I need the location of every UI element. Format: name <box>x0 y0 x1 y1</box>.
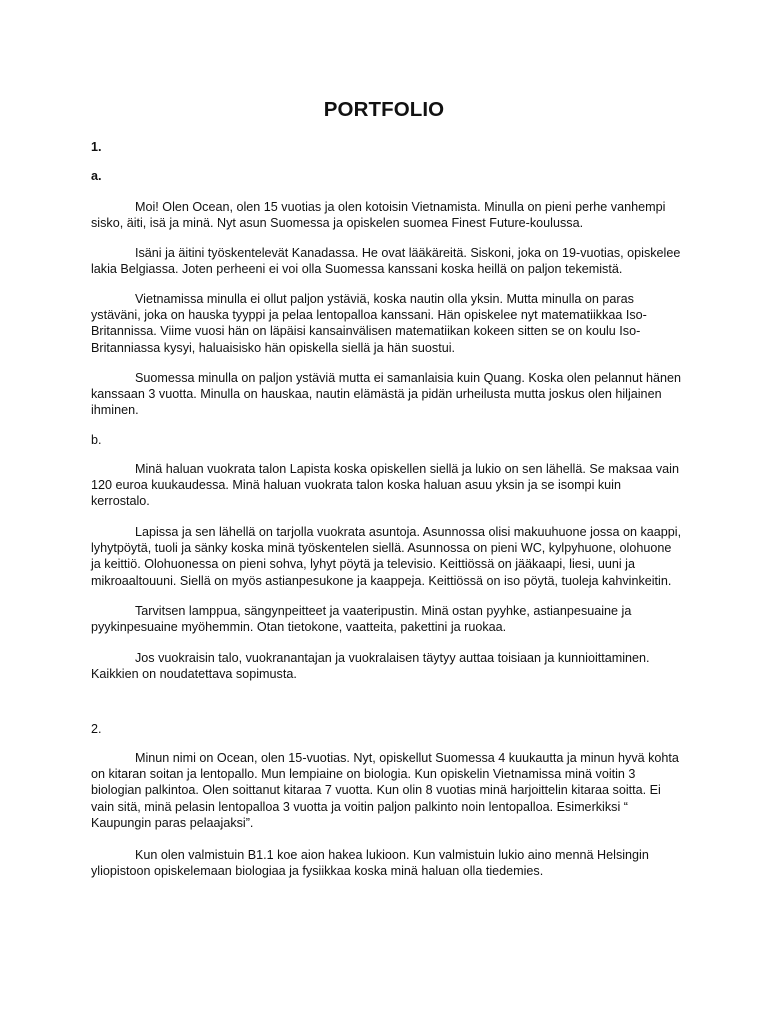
paragraph: Moi! Olen Ocean, olen 15 vuotias ja olen kotoisin Vietnamista. Minulla on pieni perhe vanhempi sisko, äiti, isä ja minä. Nyt asun Suomessa ja opiskelen suomea Finest Future-koulussa. <box>91 200 666 231</box>
paragraph: Kun olen valmistuin B1.1 koe aion hakea lukioon. Kun valmistuin lukio aino mennä Helsingin yliopistoon opiskelemaan biologiaa ja fysiikkaa koska minä haluan olla tiedemies. <box>91 848 649 879</box>
document-title: PORTFOLIO <box>323 98 445 121</box>
paragraph: Minä haluan vuokrata talon Lapista koska opiskellen siellä ja lukio on sen lähellä. Se maksaa vain 120 euroa kuukaudessa. Minä haluan vuokrata talon koska haluan asuu yksin ja se isompi kuin kerrostalo. <box>91 462 679 509</box>
paragraph: Minun nimi on Ocean, olen 15-vuotias. Nyt, opiskellut Suomessa 4 kuukautta ja minun hyvä kohta on kitaran soitan ja lentopallo. Mun lempiaine on biologia. Kun opiskelin Vietnamissa minä voitin 3 biologian palkintoa. Olen soittanut kitaraa 7 vuotta. Kun olin 8 vuotias minä harjoittelin kitaraa soitta. Ei vain sitä, minä pelasin lentopalloa 3 vuotta ja voitin paljon palkinto noin lentopalloa. Esimerkiksi “ Kaupungin paras pelaajaksi”. <box>91 751 679 830</box>
section-1-part-a-label: a. <box>91 169 102 183</box>
section-1-part-b-label: b. <box>91 433 102 447</box>
paragraph: Isäni ja äitini työskentelevät Kanadassa. He ovat lääkäreitä. Siskoni, joka on 19-vuotias, opiskelee lakia Belgiassa. Joten perheeni ei voi olla Suomessa kanssani koska heillä on paljon tekemistä. <box>91 246 681 277</box>
paragraph: Tarvitsen lamppua, sängynpeitteet ja vaateripustin. Minä ostan pyyhke, astianpesuaine ja pyykinpesuaine myöhemmin. Otan tietokone, vaatteita, pakettini ja ruokaa. <box>91 604 632 635</box>
paragraph: Lapissa ja sen lähellä on tarjolla vuokrata asuntoja. Asunnossa olisi makuuhuone jossa on kaappi, lyhytpöytä, tuoli ja sänky koska minä työskentelen siellä. Asunnossa on pieni WC, kylpyhuone, olohuone ja keittiö. Olohuonessa on pieni sohva, lyhyt pöytä ja televisio. Keittiössä on jääkaapi, liesi, uuni ja mikroaaltouuni. Siellä on myös astianpesukone ja kaappeja. Keittiössä on iso pöytä, tuoleja kahvinkeitin. <box>91 525 682 588</box>
paragraph: Suomessa minulla on paljon ystäviä mutta ei samanlaisia kuin Quang. Koska olen pelannut hänen kanssaan 3 vuotta. Minulla on hauskaa, nautin elämästä ja pidän urheilusta mutta joskus olen hiljainen ihminen. <box>91 371 682 418</box>
paragraph: Jos vuokraisin talo, vuokranantajan ja vuokralaisen täytyy auttaa toisiaan ja kunnioittaminen. Kaikkien on noudatettava sopimusta. <box>91 651 650 682</box>
paragraph: Vietnamissa minulla ei ollut paljon ystäviä, koska nautin olla yksin. Mutta minulla on paras ystäväni, joka on hauska tyyppi ja pelaa lentopalloa kanssani. Hän opiskelee nyt matematiikkaa Iso-Britannissa. Viime vuosi hän on läpäisi kansainvälisen matematiikan kokeen sitten se on koulu Iso-Britanniassa kysyi, haluaisisko hän opiskella siellä ja hän suostui. <box>91 292 647 355</box>
section-2-number: 2. <box>91 722 102 736</box>
section-1-number: 1. <box>91 140 102 154</box>
